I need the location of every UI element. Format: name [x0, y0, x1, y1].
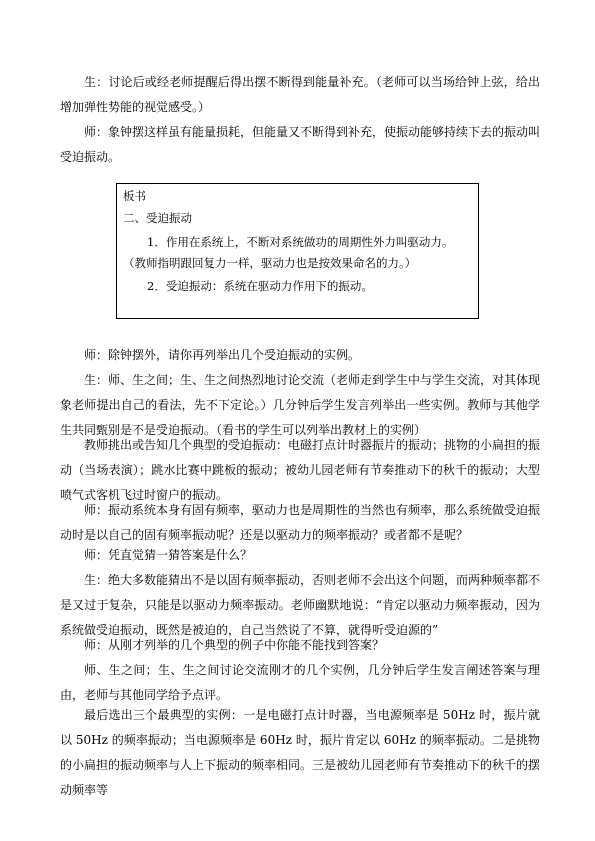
board-item-forced-vibration: 2．受迫振动：系统在驱动力作用下的振动。: [147, 279, 373, 293]
paragraph-typical-examples: 教师挑出或告知几个典型的受迫振动：电磁打点计时器振片的振动；挑物的小扁担的振动（当场表演）；跳水比赛中跳板的振动；被幼儿园老师有节奏推动下的秋千的振动；大型喷气式客机飞过时窗户的振动。: [60, 438, 541, 502]
board-section-title: 二、受迫振动: [123, 211, 192, 225]
paragraph-three-examples: 最后选出三个最典型的实例：一是电磁打点计时器，当电源频率是 50Hz 时，振片就以 50Hz 的频率振动；当电源频率是 60Hz 时，振片肯定以 60Hz 的频率振动。二是挑物的小扁担的振动频率与人上下振动的频率相同。三是被幼儿园老师有节奏推动下的秋千的摆动频率等: [60, 708, 541, 797]
board-note: （教师指明跟回复力一样，驱动力也是按效果命名的力。）: [123, 256, 417, 270]
paragraph-teacher-question: 师：除钟摆外，请你再列举出几个受迫振动的实例。: [84, 348, 361, 362]
paragraph-student-guess: 生：绝大多数能猜出不是以固有频率振动，否则老师不会出这个问题，而两种频率都不是又过于复杂，只能是以驱动力频率振动。老师幽默地说：“肯定以驱动力频率振动，因为系统做受迫振动，既然是被迫的，自己当然说了不算，就得听受迫源的”: [60, 573, 541, 637]
paragraph-discussion-review: 师、生之间；生、生之间讨论交流刚才的几个实例，几分钟后学生发言阐述答案与理由，老师与其他同学给予点评。: [60, 663, 540, 702]
paragraph-teacher-definition: 师：象钟摆这样虽有能量损耗，但能量又不断得到补充，使振动能够持续下去的振动叫受迫振动。: [60, 125, 541, 164]
paragraph-find-answer: 师：从刚才列举的几个典型的例子中你能不能找到答案？: [84, 638, 385, 652]
blackboard-notes-box: [116, 183, 479, 319]
paragraph-frequency-question: 师：振动系统本身有固有频率，驱动力也是周期性的当然也有频率，那么系统做受迫振动时是以自己的固有频率振动呢？还是以驱动力的频率振动？或者都不是呢？: [60, 503, 541, 542]
board-heading: 板书: [123, 189, 146, 203]
paragraph-student-discussion: 生：讨论后或经老师提醒后得出摆不断得到能量补充。（老师可以当场给钟上弦，给出增加弹性势能的视觉感受。）: [60, 75, 540, 114]
paragraph-guess-prompt: 师：凭直觉猜一猜答案是什么？: [84, 548, 253, 562]
board-item-driving-force: 1．作用在系统上，不断对系统做功的周期性外力叫驱动力。: [147, 235, 454, 249]
paragraph-student-exchange: 生：师、生之间；生、生之间热烈地讨论交流（老师走到学生中与学生交流，对其体现象老师提出自己的看法，先不下定论。）几分钟后学生发言列举出一些实例。教师与其他学生共同甄别是不是受迫振动。（看书的学生可以列举出教材上的实例）: [60, 373, 541, 437]
